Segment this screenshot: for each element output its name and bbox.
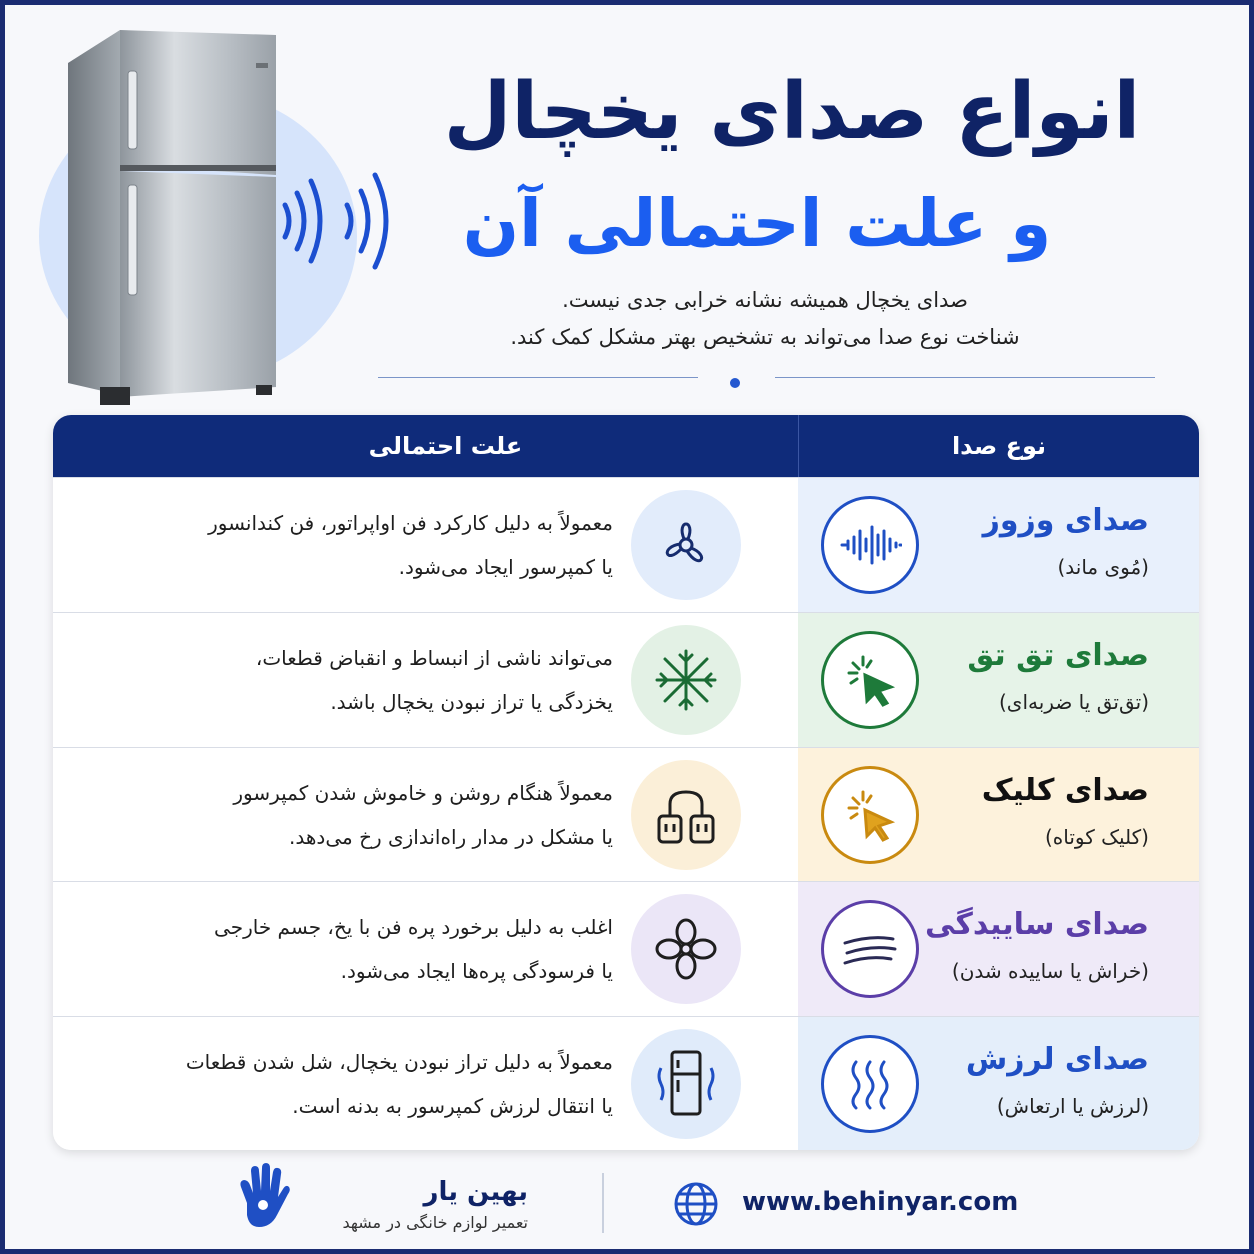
table-header xyxy=(53,415,1199,477)
intro-text-1: صدای یخچال همیشه نشانه خرابی جدی نیست. xyxy=(562,288,968,312)
type-cell xyxy=(798,478,1199,612)
snowflake-icon xyxy=(631,625,741,735)
fan-icon xyxy=(631,490,741,600)
globe-icon xyxy=(673,1181,719,1227)
noise-description: (تق‌تق یا ضربه‌ای) xyxy=(999,690,1149,714)
cause-text xyxy=(83,1040,613,1128)
table-row xyxy=(53,747,1199,881)
header-cause: علت احتمالی xyxy=(368,432,523,460)
cause-text xyxy=(83,771,613,859)
vibration-icon xyxy=(821,1035,919,1133)
scrape-icon xyxy=(821,900,919,998)
noise-name: صدای ساییدگی xyxy=(925,907,1149,942)
page-title: انواع صدای یخچال xyxy=(443,67,1141,157)
cause-cell xyxy=(53,882,798,1016)
divider-right xyxy=(775,377,1155,378)
fan-blade-icon xyxy=(631,894,741,1004)
sound-waves-icon xyxy=(267,165,407,277)
divider-left xyxy=(378,377,698,378)
plug-icon xyxy=(631,760,741,870)
cause-line-1: معمولاً به دلیل تراز نبودن یخچال، شل شدن قطعات xyxy=(185,1049,613,1074)
page-title-secondary: و علت احتمالی آن xyxy=(462,185,1052,262)
noise-name: صدای لرزش xyxy=(965,1041,1149,1077)
cause-line-2: یا کمپرسور ایجاد می‌شود. xyxy=(398,555,613,579)
intro-text-2: شناخت نوع صدا می‌تواند به تشخیص بهتر مشکل کمک کند. xyxy=(510,325,1020,349)
cause-text xyxy=(83,501,613,589)
cause-cell xyxy=(53,748,798,881)
table-row xyxy=(53,1016,1199,1150)
click-cursor-icon xyxy=(821,766,919,864)
noise-name: صدای تق تق xyxy=(967,638,1149,673)
cause-text xyxy=(83,636,613,724)
infographic-frame xyxy=(5,5,1249,1249)
brand-tagline: تعمیر لوازم خانگی در مشهد xyxy=(342,1213,528,1232)
cause-cell xyxy=(53,1017,798,1150)
hand-logo-icon xyxy=(233,1163,291,1233)
noise-description: (لرزش یا ارتعاش) xyxy=(996,1093,1149,1118)
cause-cell xyxy=(53,478,798,612)
website-link[interactable]: www.behinyar.com xyxy=(742,1187,1019,1217)
type-cell xyxy=(798,613,1199,747)
cause-line-2: یا مشکل در مدار راه‌اندازی رخ می‌دهد. xyxy=(289,824,613,849)
type-cell xyxy=(798,1017,1199,1150)
noise-table xyxy=(53,415,1199,1150)
cause-line-2: یخزدگی یا تراز نبودن یخچال باشد. xyxy=(330,690,613,714)
noise-description: (خراش یا ساییده شدن) xyxy=(951,959,1149,983)
cause-line-1: معمولاً هنگام روشن و خاموش شدن کمپرسور xyxy=(233,780,613,805)
type-cell xyxy=(798,748,1199,881)
cause-line-1: اغلب به دلیل برخورد پره فن با یخ، جسم خارجی xyxy=(214,915,613,939)
noise-description: (کلیک کوتاه) xyxy=(1044,824,1149,849)
refrigerator-image xyxy=(60,25,280,413)
table-row xyxy=(53,612,1199,747)
divider-dot xyxy=(730,378,740,388)
header-type: نوع صدا xyxy=(798,415,1199,477)
cause-line-2: یا انتقال لرزش کمپرسور به بدنه است. xyxy=(292,1093,613,1118)
table-row xyxy=(53,477,1199,612)
sound-wave-icon xyxy=(821,496,919,594)
cause-line-1: معمولاً به دلیل کارکرد فن اواپراتور، فن کندانسور xyxy=(208,511,613,535)
cause-line-2: یا فرسودگی پره‌ها ایجاد می‌شود. xyxy=(340,959,613,983)
cause-line-1: می‌تواند ناشی از انبساط و انقباض قطعات، xyxy=(255,646,613,670)
brand-block xyxy=(323,1177,528,1232)
cause-text xyxy=(83,905,613,993)
fridge-vibration-icon xyxy=(631,1029,741,1139)
noise-name: صدای وزوز xyxy=(982,503,1149,538)
cause-cell xyxy=(53,613,798,747)
type-cell xyxy=(798,882,1199,1016)
noise-name: صدای کلیک xyxy=(981,772,1149,808)
click-cursor-icon xyxy=(821,631,919,729)
table-row xyxy=(53,881,1199,1016)
footer-divider xyxy=(602,1173,604,1233)
brand-name: بهین یار xyxy=(423,1177,528,1207)
noise-description: (مُوی ماند) xyxy=(1057,555,1149,579)
